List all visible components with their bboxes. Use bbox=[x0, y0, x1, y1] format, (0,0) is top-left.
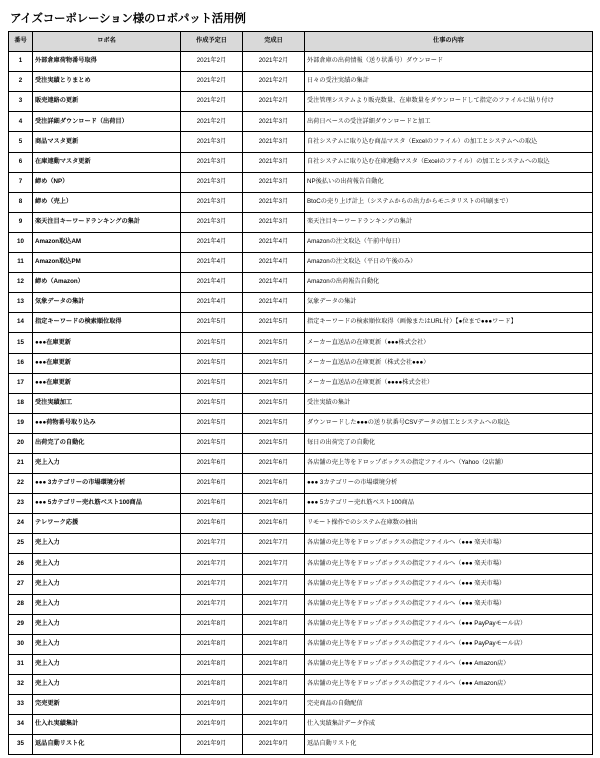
column-header-robot-name: ロボ名 bbox=[33, 32, 181, 52]
cell-robot-name: 完売更新 bbox=[33, 695, 181, 715]
cell-completed-date: 2021年3月 bbox=[243, 192, 305, 212]
cell-task-description: 各店舗の売上等をドロップボックスの指定ファイルへ（●●● PayPayモール店） bbox=[305, 634, 593, 654]
cell-completed-date: 2021年8月 bbox=[243, 634, 305, 654]
cell-completed-date: 2021年2月 bbox=[243, 72, 305, 92]
cell-planned-date: 2021年5月 bbox=[181, 433, 243, 453]
cell-planned-date: 2021年6月 bbox=[181, 514, 243, 534]
cell-planned-date: 2021年3月 bbox=[181, 212, 243, 232]
cell-no: 12 bbox=[9, 273, 33, 293]
cell-planned-date: 2021年3月 bbox=[181, 172, 243, 192]
table-row bbox=[9, 675, 593, 695]
cell-robot-name: ●●● 5カテゴリー売れ筋ベスト100商品 bbox=[33, 494, 181, 514]
cell-completed-date: 2021年5月 bbox=[243, 313, 305, 333]
cell-robot-name: 受注実績加工 bbox=[33, 393, 181, 413]
cell-completed-date: 2021年8月 bbox=[243, 614, 305, 634]
cell-planned-date: 2021年8月 bbox=[181, 634, 243, 654]
table-row bbox=[9, 554, 593, 574]
cell-planned-date: 2021年7月 bbox=[181, 554, 243, 574]
cell-no: 25 bbox=[9, 534, 33, 554]
table-row bbox=[9, 273, 593, 293]
cell-no: 35 bbox=[9, 735, 33, 755]
table-row bbox=[9, 192, 593, 212]
cell-completed-date: 2021年9月 bbox=[243, 695, 305, 715]
cell-no: 26 bbox=[9, 554, 33, 574]
cell-planned-date: 2021年8月 bbox=[181, 654, 243, 674]
robot-usage-table bbox=[8, 31, 593, 755]
cell-planned-date: 2021年4月 bbox=[181, 273, 243, 293]
cell-robot-name: 締め（Amazon） bbox=[33, 273, 181, 293]
table-row bbox=[9, 72, 593, 92]
cell-task-description: 指定キーワードの検索順位取得（画像またはURL付）【●位まで●●●ワード】 bbox=[305, 313, 593, 333]
cell-no: 17 bbox=[9, 373, 33, 393]
cell-task-description: メーカー直送品の在庫更新（●●●●株式会社） bbox=[305, 373, 593, 393]
cell-completed-date: 2021年7月 bbox=[243, 574, 305, 594]
cell-planned-date: 2021年3月 bbox=[181, 132, 243, 152]
cell-planned-date: 2021年2月 bbox=[181, 112, 243, 132]
cell-planned-date: 2021年7月 bbox=[181, 574, 243, 594]
column-header-no: 番号 bbox=[9, 32, 33, 52]
table-row bbox=[9, 52, 593, 72]
cell-task-description: 各店舗の売上等をドロップボックスの指定ファイルへ（●●● 楽天市場） bbox=[305, 594, 593, 614]
cell-completed-date: 2021年8月 bbox=[243, 654, 305, 674]
table-header-row bbox=[9, 32, 593, 52]
cell-planned-date: 2021年8月 bbox=[181, 614, 243, 634]
table-row bbox=[9, 715, 593, 735]
cell-no: 10 bbox=[9, 232, 33, 252]
cell-no: 11 bbox=[9, 253, 33, 273]
cell-robot-name: ●●● 3カテゴリーの市場環境分析 bbox=[33, 474, 181, 494]
table-row bbox=[9, 293, 593, 313]
cell-completed-date: 2021年3月 bbox=[243, 132, 305, 152]
cell-completed-date: 2021年6月 bbox=[243, 474, 305, 494]
cell-no: 15 bbox=[9, 333, 33, 353]
cell-task-description: 各店舗の売上等をドロップボックスの指定ファイルへ（●●● PayPayモール店） bbox=[305, 614, 593, 634]
cell-completed-date: 2021年3月 bbox=[243, 152, 305, 172]
cell-task-description: 各店舗の売上等をドロップボックスの指定ファイルへ（●●● Amazon店） bbox=[305, 654, 593, 674]
table-row bbox=[9, 494, 593, 514]
cell-no: 13 bbox=[9, 293, 33, 313]
cell-completed-date: 2021年3月 bbox=[243, 172, 305, 192]
cell-robot-name: 売上入力 bbox=[33, 594, 181, 614]
cell-completed-date: 2021年4月 bbox=[243, 253, 305, 273]
table-row bbox=[9, 594, 593, 614]
cell-no: 6 bbox=[9, 152, 33, 172]
table-body bbox=[9, 52, 593, 755]
cell-no: 21 bbox=[9, 453, 33, 473]
cell-task-description: 日々の受注実績の集計 bbox=[305, 72, 593, 92]
cell-task-description: 各店舗の売上等をドロップボックスの指定ファイルへ（●●● 楽天市場） bbox=[305, 554, 593, 574]
cell-no: 31 bbox=[9, 654, 33, 674]
table-row bbox=[9, 735, 593, 755]
cell-completed-date: 2021年3月 bbox=[243, 112, 305, 132]
table-row bbox=[9, 534, 593, 554]
cell-planned-date: 2021年5月 bbox=[181, 313, 243, 333]
cell-completed-date: 2021年6月 bbox=[243, 514, 305, 534]
cell-completed-date: 2021年5月 bbox=[243, 373, 305, 393]
table-row bbox=[9, 253, 593, 273]
cell-task-description: 各店舗の売上等をドロップボックスの指定ファイルへ（Yahoo（2店舗） bbox=[305, 453, 593, 473]
cell-no: 3 bbox=[9, 92, 33, 112]
table-header bbox=[9, 32, 593, 52]
cell-completed-date: 2021年7月 bbox=[243, 554, 305, 574]
cell-robot-name: 出荷完了の自動化 bbox=[33, 433, 181, 453]
cell-completed-date: 2021年4月 bbox=[243, 232, 305, 252]
cell-robot-name: Amazon取込AM bbox=[33, 232, 181, 252]
cell-no: 34 bbox=[9, 715, 33, 735]
cell-completed-date: 2021年9月 bbox=[243, 735, 305, 755]
table-row bbox=[9, 132, 593, 152]
cell-planned-date: 2021年5月 bbox=[181, 413, 243, 433]
cell-completed-date: 2021年8月 bbox=[243, 675, 305, 695]
cell-task-description: BtoCの売り上げ計上（システムからの出力からモニタリストの印刷まで） bbox=[305, 192, 593, 212]
cell-no: 9 bbox=[9, 212, 33, 232]
cell-no: 7 bbox=[9, 172, 33, 192]
cell-no: 29 bbox=[9, 614, 33, 634]
table-row bbox=[9, 313, 593, 333]
table-row bbox=[9, 333, 593, 353]
column-header-planned-date: 作成予定日 bbox=[181, 32, 243, 52]
cell-task-description: ダウンロードした●●●の送り状番号CSVデータの加工とシステムへの取込 bbox=[305, 413, 593, 433]
cell-task-description: 各店舗の売上等をドロップボックスの指定ファイルへ（●●● 楽天市場） bbox=[305, 534, 593, 554]
table-row bbox=[9, 212, 593, 232]
cell-robot-name: 締め（売上） bbox=[33, 192, 181, 212]
cell-completed-date: 2021年4月 bbox=[243, 293, 305, 313]
cell-completed-date: 2021年5月 bbox=[243, 393, 305, 413]
cell-robot-name: 楽天注目キーワードランキングの集計 bbox=[33, 212, 181, 232]
cell-no: 18 bbox=[9, 393, 33, 413]
table-row bbox=[9, 695, 593, 715]
table-row bbox=[9, 112, 593, 132]
cell-task-description: メーカー直送品の在庫更新（●●●株式会社） bbox=[305, 333, 593, 353]
cell-completed-date: 2021年7月 bbox=[243, 594, 305, 614]
cell-completed-date: 2021年4月 bbox=[243, 273, 305, 293]
cell-robot-name: ●●●荷物番号取り込み bbox=[33, 413, 181, 433]
cell-no: 4 bbox=[9, 112, 33, 132]
cell-planned-date: 2021年5月 bbox=[181, 393, 243, 413]
cell-no: 22 bbox=[9, 474, 33, 494]
cell-robot-name: ●●●在庫更新 bbox=[33, 353, 181, 373]
cell-no: 2 bbox=[9, 72, 33, 92]
cell-completed-date: 2021年7月 bbox=[243, 534, 305, 554]
cell-robot-name: 外部倉庫荷物番号取得 bbox=[33, 52, 181, 72]
table-row bbox=[9, 474, 593, 494]
table-row bbox=[9, 353, 593, 373]
cell-task-description: 受注実績の集計 bbox=[305, 393, 593, 413]
cell-robot-name: 販売連絡の更新 bbox=[33, 92, 181, 112]
cell-planned-date: 2021年4月 bbox=[181, 253, 243, 273]
table-row bbox=[9, 574, 593, 594]
cell-task-description: 気象データの集計 bbox=[305, 293, 593, 313]
cell-no: 32 bbox=[9, 675, 33, 695]
cell-no: 16 bbox=[9, 353, 33, 373]
cell-task-description: リモート操作でのシステム在庫数の抽出 bbox=[305, 514, 593, 534]
cell-robot-name: 商品マスタ更新 bbox=[33, 132, 181, 152]
cell-no: 1 bbox=[9, 52, 33, 72]
table-row bbox=[9, 614, 593, 634]
table-row bbox=[9, 413, 593, 433]
cell-planned-date: 2021年2月 bbox=[181, 52, 243, 72]
cell-planned-date: 2021年6月 bbox=[181, 494, 243, 514]
cell-task-description: 楽天注目キーワードランキングの集計 bbox=[305, 212, 593, 232]
cell-task-description: ●●● 3カテゴリーの市場環境分析 bbox=[305, 474, 593, 494]
cell-planned-date: 2021年5月 bbox=[181, 353, 243, 373]
cell-task-description: NP後払いの出荷報告自動化 bbox=[305, 172, 593, 192]
cell-task-description: メーカー直送品の在庫更新（株式会社●●●） bbox=[305, 353, 593, 373]
cell-robot-name: 売上入力 bbox=[33, 453, 181, 473]
cell-planned-date: 2021年9月 bbox=[181, 695, 243, 715]
cell-task-description: 外部倉庫の出荷情報（送り状番号）ダウンロード bbox=[305, 52, 593, 72]
cell-robot-name: 気象データの集計 bbox=[33, 293, 181, 313]
cell-task-description: Amazonの出荷報告自動化 bbox=[305, 273, 593, 293]
cell-robot-name: 売上入力 bbox=[33, 534, 181, 554]
cell-task-description: Amazonの注文取込（平日の午後のみ） bbox=[305, 253, 593, 273]
cell-planned-date: 2021年4月 bbox=[181, 293, 243, 313]
table-row bbox=[9, 634, 593, 654]
cell-robot-name: 売上入力 bbox=[33, 675, 181, 695]
cell-planned-date: 2021年2月 bbox=[181, 92, 243, 112]
cell-task-description: ●●● 5カテゴリー売れ筋ベスト100商品 bbox=[305, 494, 593, 514]
table-row bbox=[9, 654, 593, 674]
cell-task-description: 毎日の出荷完了の自動化 bbox=[305, 433, 593, 453]
cell-no: 8 bbox=[9, 192, 33, 212]
table-row bbox=[9, 92, 593, 112]
cell-planned-date: 2021年9月 bbox=[181, 735, 243, 755]
cell-no: 5 bbox=[9, 132, 33, 152]
cell-completed-date: 2021年5月 bbox=[243, 353, 305, 373]
cell-robot-name: 受注実績とりまとめ bbox=[33, 72, 181, 92]
cell-task-description: 仕入実績集計データ作成 bbox=[305, 715, 593, 735]
cell-no: 24 bbox=[9, 514, 33, 534]
table-row bbox=[9, 433, 593, 453]
cell-no: 27 bbox=[9, 574, 33, 594]
cell-task-description: 各店舗の売上等をドロップボックスの指定ファイルへ（●●● 楽天市場） bbox=[305, 574, 593, 594]
cell-completed-date: 2021年3月 bbox=[243, 212, 305, 232]
cell-planned-date: 2021年6月 bbox=[181, 474, 243, 494]
cell-task-description: 出荷日ベースの受注詳細ダウンロードと加工 bbox=[305, 112, 593, 132]
cell-planned-date: 2021年8月 bbox=[181, 675, 243, 695]
cell-planned-date: 2021年3月 bbox=[181, 152, 243, 172]
cell-planned-date: 2021年3月 bbox=[181, 192, 243, 212]
cell-no: 23 bbox=[9, 494, 33, 514]
cell-task-description: 自社システムに取り込む商品マスタ（Excelのファイル）の加工とシステムへの取込 bbox=[305, 132, 593, 152]
table-row bbox=[9, 152, 593, 172]
table-row bbox=[9, 232, 593, 252]
page-title: アイズコーポレーション様のロボパット活用例 bbox=[10, 13, 246, 25]
cell-no: 28 bbox=[9, 594, 33, 614]
cell-planned-date: 2021年7月 bbox=[181, 594, 243, 614]
cell-planned-date: 2021年5月 bbox=[181, 373, 243, 393]
cell-planned-date: 2021年6月 bbox=[181, 453, 243, 473]
cell-completed-date: 2021年5月 bbox=[243, 333, 305, 353]
cell-robot-name: 売上入力 bbox=[33, 574, 181, 594]
cell-task-description: 各店舗の売上等をドロップボックスの指定ファイルへ（●●● Amazon店） bbox=[305, 675, 593, 695]
cell-no: 20 bbox=[9, 433, 33, 453]
table-row bbox=[9, 514, 593, 534]
cell-completed-date: 2021年2月 bbox=[243, 52, 305, 72]
column-header-task-description: 仕事の内容 bbox=[305, 32, 593, 52]
cell-no: 14 bbox=[9, 313, 33, 333]
table-row bbox=[9, 373, 593, 393]
cell-robot-name: 仕入れ実績集計 bbox=[33, 715, 181, 735]
cell-robot-name: 在庫連動マスタ更新 bbox=[33, 152, 181, 172]
cell-completed-date: 2021年2月 bbox=[243, 92, 305, 112]
cell-no: 33 bbox=[9, 695, 33, 715]
cell-planned-date: 2021年5月 bbox=[181, 333, 243, 353]
cell-robot-name: 売上入力 bbox=[33, 634, 181, 654]
table-row bbox=[9, 453, 593, 473]
cell-robot-name: 返品自動リスト化 bbox=[33, 735, 181, 755]
cell-completed-date: 2021年6月 bbox=[243, 453, 305, 473]
cell-completed-date: 2021年9月 bbox=[243, 715, 305, 735]
cell-planned-date: 2021年9月 bbox=[181, 715, 243, 735]
cell-robot-name: ●●●在庫更新 bbox=[33, 373, 181, 393]
cell-no: 30 bbox=[9, 634, 33, 654]
cell-no: 19 bbox=[9, 413, 33, 433]
cell-robot-name: 受注詳細ダウンロード（出荷目） bbox=[33, 112, 181, 132]
cell-robot-name: 締め（NP） bbox=[33, 172, 181, 192]
cell-robot-name: テレワーク応援 bbox=[33, 514, 181, 534]
cell-robot-name: 指定キーワードの検索順位取得 bbox=[33, 313, 181, 333]
cell-planned-date: 2021年2月 bbox=[181, 72, 243, 92]
cell-planned-date: 2021年4月 bbox=[181, 232, 243, 252]
cell-task-description: 返品自動リスト化 bbox=[305, 735, 593, 755]
cell-task-description: 完売商品の自動配信 bbox=[305, 695, 593, 715]
cell-completed-date: 2021年5月 bbox=[243, 433, 305, 453]
column-header-completed-date: 完成日 bbox=[243, 32, 305, 52]
cell-task-description: 自社システムに取り込む在庫連動マスタ（Excelのファイル）の加工とシステムへの取込 bbox=[305, 152, 593, 172]
table-row bbox=[9, 172, 593, 192]
cell-task-description: 受注管理システムより販売数量、在庫数量をダウンロードして指定のファイルに貼り付け bbox=[305, 92, 593, 112]
table-row bbox=[9, 393, 593, 413]
cell-task-description: Amazonの注文取込（午前中毎日） bbox=[305, 232, 593, 252]
cell-robot-name: 売上入力 bbox=[33, 554, 181, 574]
cell-planned-date: 2021年7月 bbox=[181, 534, 243, 554]
cell-robot-name: 売上入力 bbox=[33, 654, 181, 674]
cell-robot-name: Amazon取込PM bbox=[33, 253, 181, 273]
cell-completed-date: 2021年5月 bbox=[243, 413, 305, 433]
cell-robot-name: 売上入力 bbox=[33, 614, 181, 634]
cell-completed-date: 2021年6月 bbox=[243, 494, 305, 514]
cell-robot-name: ●●●在庫更新 bbox=[33, 333, 181, 353]
